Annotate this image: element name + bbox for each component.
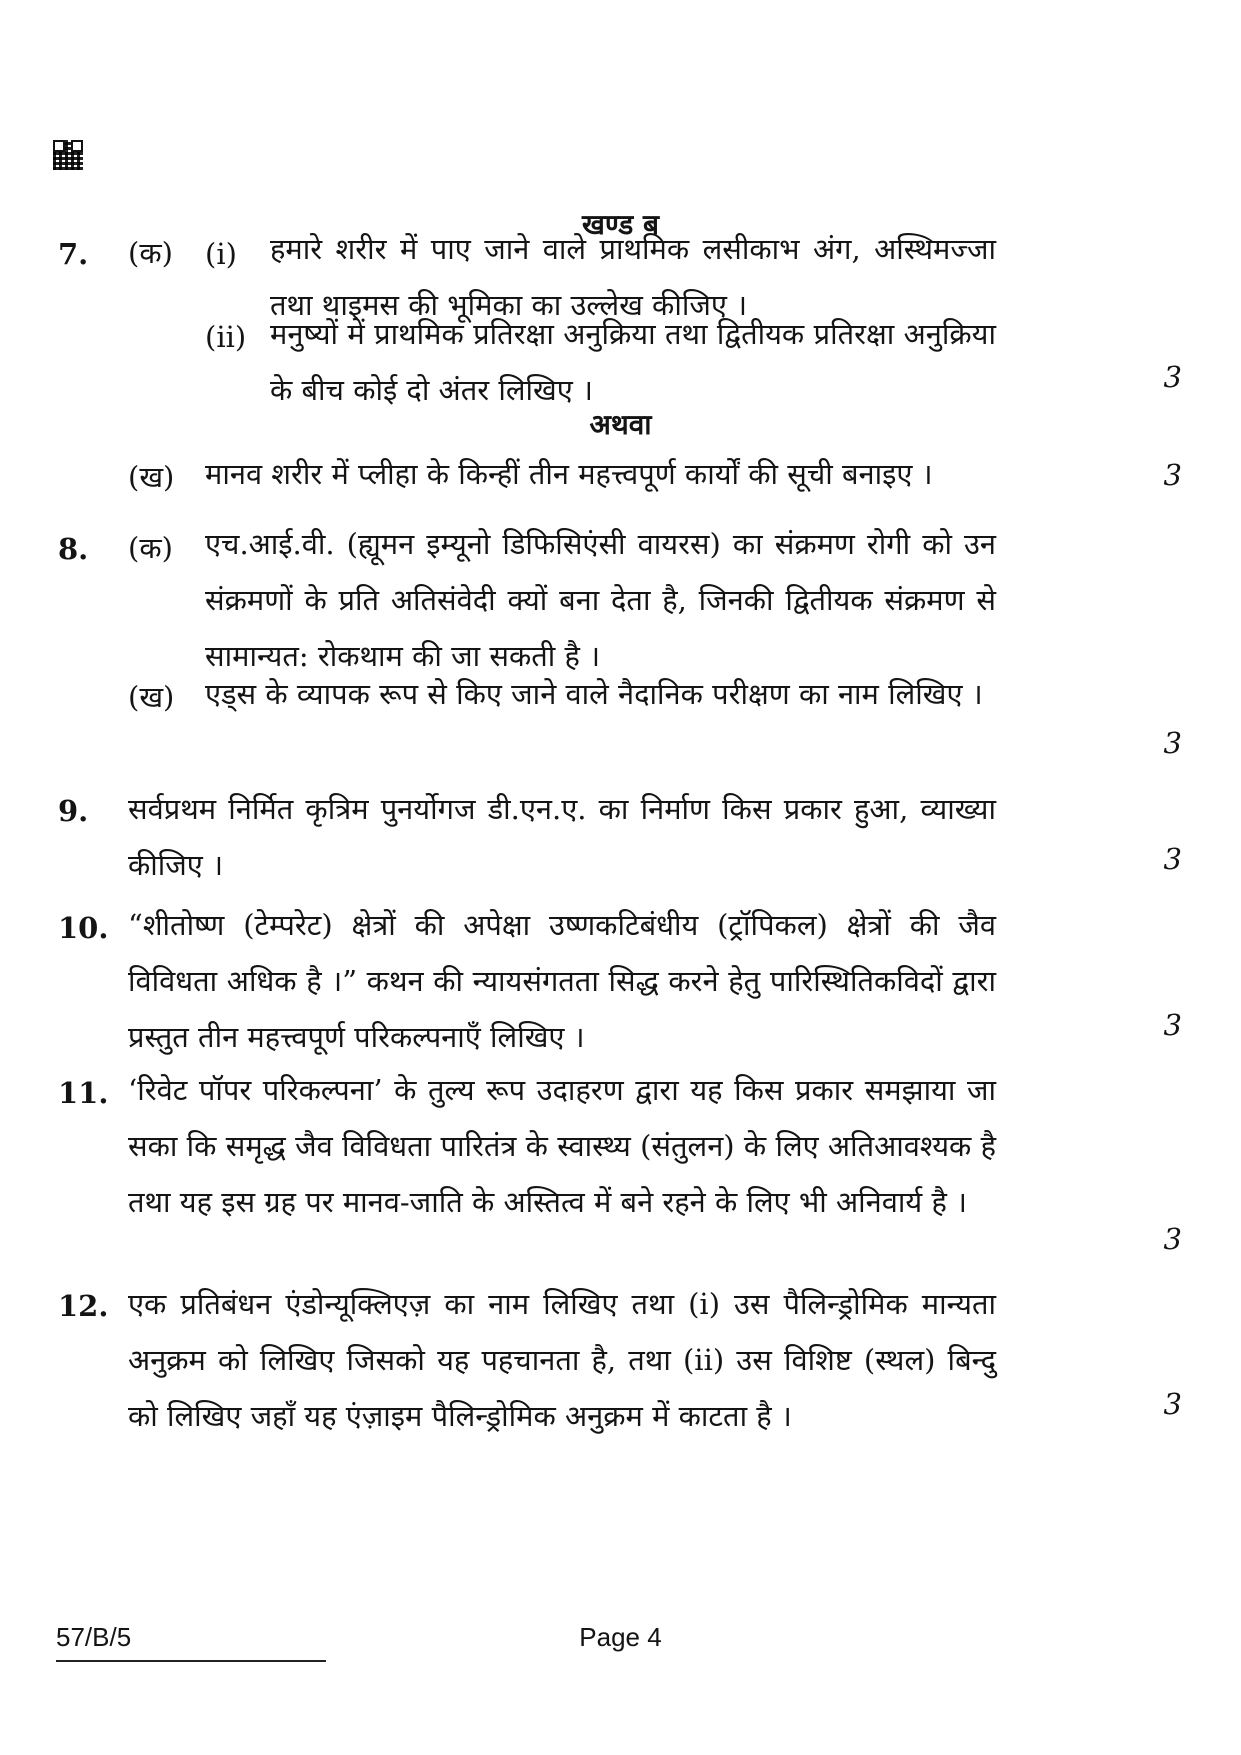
q8-part-b-text: एड्स के व्यापक रूप से किए जाने वाले नैदानिक परीक्षण का नाम लिखिए । — [205, 677, 983, 711]
footer-rule — [56, 1660, 326, 1662]
q12-text: एक प्रतिबंधन एंडोन्यूक्लिएज़ का नाम लिखिए तथा (i) उस पैलिन्ड्रोमिक मान्यता अनुक्रम को लिखिए जिसको यह पहचानता है, तथा (ii) उस विशिष्ट (स्थल) बिन्दु को लिखिए जहाँ यह एंज़ाइम पैलिन्ड्रोमिक अनुक्रम में काटता है । — [128, 1287, 996, 1433]
question-number-8: 8. — [58, 532, 89, 566]
qr-code-icon — [53, 140, 83, 170]
q11-text: ‘रिवेट पॉपर परिकल्पना’ के तुल्य रूप उदाहरण द्वारा यह किस प्रकार समझाया जा सका कि समृद्ध जैव विविधता पारितंत्र के स्वास्थ्य (संतुलन) के लिए अतिआवश्यक है तथा यह इस ग्रह पर मानव-जाति के अस्तित्व में बने रहने के लिए भी अनिवार्य है । — [128, 1073, 996, 1219]
q7-b-marks: 3 — [1163, 458, 1182, 492]
q10-marks: 3 — [1163, 1008, 1182, 1042]
question-number-10: 10. — [58, 911, 109, 945]
page-number: Page 4 — [579, 1622, 662, 1652]
q7-part-b-text: मानव शरीर में प्लीहा के किन्हीं तीन महत्त्वपूर्ण कार्यों की सूची बनाइए । — [205, 457, 933, 491]
question-number-7: 7. — [58, 237, 89, 271]
q8-part-a-text: एच.आई.वी. (ह्यूमन इम्यूनो डिफिसिएंसी वायरस) का संक्रमण रोगी को उन संक्रमणों के प्रति अतिसंवेदी क्यों बना देता है, जिनकी द्वितीयक संक्रमण से सामान्यत: रोकथाम की जा सकती है । — [205, 527, 996, 673]
question-number-12: 12. — [58, 1289, 109, 1323]
q7-sub-ii-text: मनुष्यों में प्राथमिक प्रतिरक्षा अनुक्रिया तथा द्वितीयक प्रतिरक्षा अनुक्रिया के बीच कोई दो अंतर लिखिए । — [270, 317, 996, 407]
q8-part-b-label: (ख) — [128, 680, 175, 714]
or-label: अथवा — [589, 408, 652, 441]
q8-part-a-label: (क) — [128, 531, 173, 565]
q7-sub-ii-label: (ii) — [205, 320, 247, 354]
q9-marks: 3 — [1163, 842, 1182, 876]
paper-code: 57/B/5 — [56, 1622, 132, 1652]
q10-text: “शीतोष्ण (टेम्परेट) क्षेत्रों की अपेक्षा उष्णकटिबंधीय (ट्रॉपिकल) क्षेत्रों की जैव विविधता अधिक है ।” कथन की न्यायसंगतता सिद्ध करने हेतु पारिस्थितिकविदों द्वारा प्रस्तुत तीन महत्त्वपूर्ण परिकल्पनाएँ लिखिए । — [128, 908, 996, 1054]
q7-sub-i-text: हमारे शरीर में पाए जाने वाले प्राथमिक लसीकाभ अंग, अस्थिमज्जा तथा थाइमस की भूमिका का उल्लेख कीजिए । — [270, 232, 996, 322]
q7-a-marks: 3 — [1163, 360, 1182, 394]
q12-marks: 3 — [1163, 1387, 1182, 1421]
q7-sub-i-label: (i) — [205, 237, 237, 271]
q7-part-a-label: (क) — [128, 236, 173, 270]
q11-marks: 3 — [1163, 1222, 1182, 1256]
q8-marks: 3 — [1163, 726, 1182, 760]
question-number-9: 9. — [58, 794, 89, 828]
q9-text: सर्वप्रथम निर्मित कृत्रिम पुनर्योगज डी.एन.ए. का निर्माण किस प्रकार हुआ, व्याख्या कीजिए । — [128, 792, 996, 882]
q7-part-b-label: (ख) — [128, 460, 175, 494]
question-number-11: 11. — [58, 1076, 109, 1110]
section-title: खण्ड ब — [582, 208, 659, 241]
